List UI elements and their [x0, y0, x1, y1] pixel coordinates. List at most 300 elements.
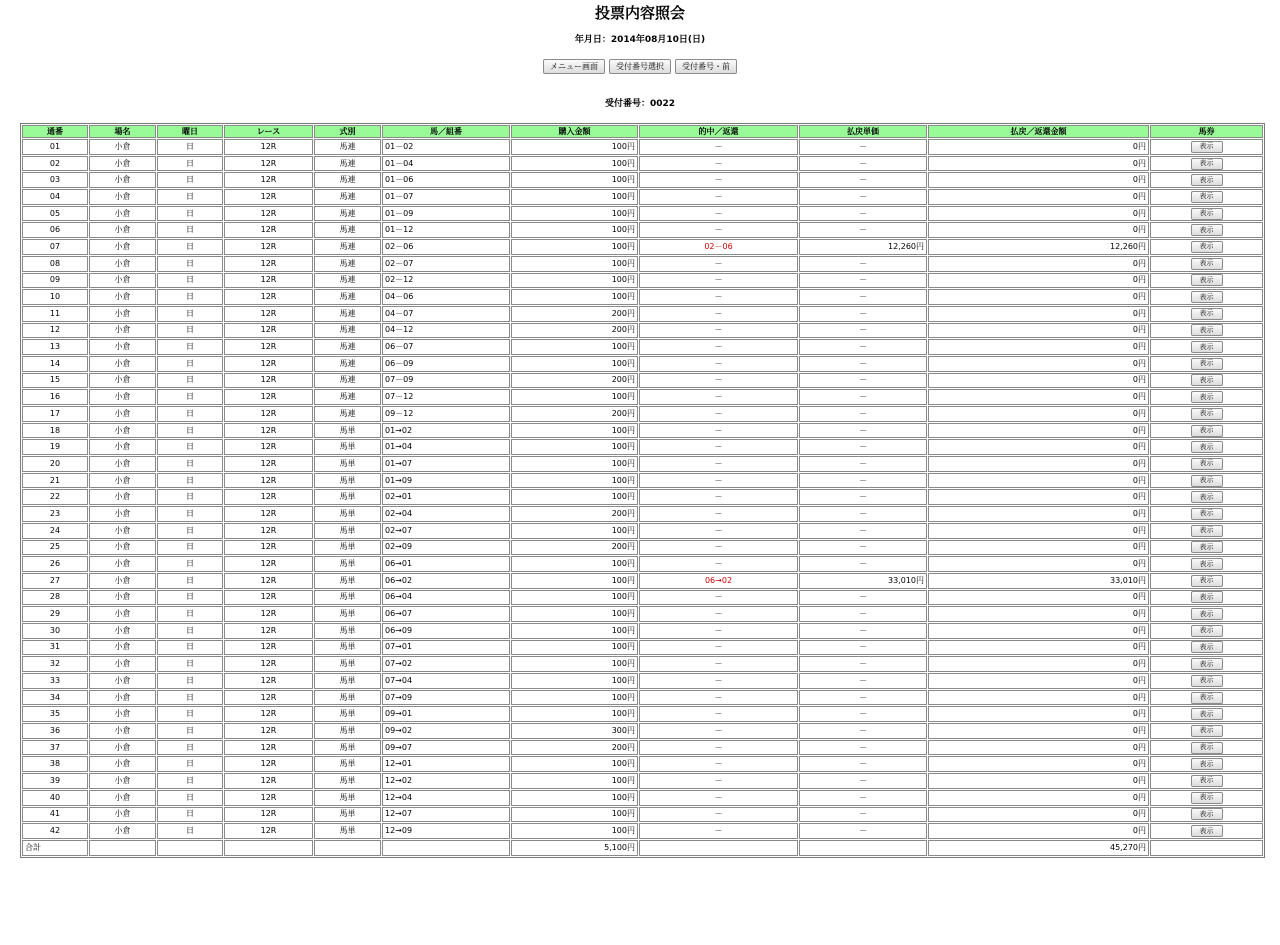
race-cell: 12R — [224, 523, 313, 539]
venue-cell: 小倉 — [89, 790, 156, 806]
venue-cell: 小倉 — [89, 139, 156, 155]
empty-cell — [89, 840, 156, 856]
bet-type-cell: 馬連 — [314, 273, 381, 289]
hit-refund-cell: － — [639, 706, 798, 722]
show-ticket-button[interactable]: 表示 — [1191, 608, 1223, 620]
table-row — [22, 306, 1263, 322]
combination-cell: 02→04 — [382, 506, 510, 522]
combination-cell: 09－12 — [382, 406, 510, 422]
combination-cell: 06→07 — [382, 606, 510, 622]
weekday-cell: 日 — [157, 389, 223, 405]
purchase-amount-cell: 100円 — [511, 156, 638, 172]
venue-cell: 小倉 — [89, 156, 156, 172]
ticket-cell — [1150, 623, 1263, 639]
weekday-cell: 日 — [157, 172, 223, 188]
venue-cell: 小倉 — [89, 189, 156, 205]
purchase-amount-cell: 100円 — [511, 339, 638, 355]
unit-payout-cell: － — [799, 289, 927, 305]
hit-refund-cell: － — [639, 790, 798, 806]
bet-type-cell: 馬単 — [314, 456, 381, 472]
empty-cell — [639, 840, 798, 856]
show-ticket-button[interactable]: 表示 — [1191, 742, 1223, 754]
purchase-amount-cell: 100円 — [511, 139, 638, 155]
combination-cell: 04－12 — [382, 323, 510, 339]
unit-payout-cell: － — [799, 222, 927, 238]
payout-amount-cell: 0円 — [928, 373, 1149, 389]
purchase-amount-cell: 100円 — [511, 356, 638, 372]
combination-cell: 01－12 — [382, 222, 510, 238]
show-ticket-button[interactable]: 表示 — [1191, 258, 1223, 270]
combination-cell: 06→09 — [382, 623, 510, 639]
show-ticket-button[interactable]: 表示 — [1191, 308, 1223, 320]
ticket-cell — [1150, 172, 1263, 188]
weekday-cell: 日 — [157, 356, 223, 372]
weekday-cell: 日 — [157, 706, 223, 722]
race-cell: 12R — [224, 139, 313, 155]
purchase-total: 5,100円 — [511, 840, 638, 856]
serial-cell: 38 — [22, 756, 88, 772]
race-cell: 12R — [224, 807, 313, 823]
hit-refund-cell: － — [639, 256, 798, 272]
combination-cell: 09→01 — [382, 706, 510, 722]
serial-cell: 41 — [22, 807, 88, 823]
race-cell: 12R — [224, 423, 313, 439]
race-cell: 12R — [224, 740, 313, 756]
combination-cell: 07－09 — [382, 373, 510, 389]
venue-cell: 小倉 — [89, 356, 156, 372]
payout-amount-cell: 0円 — [928, 773, 1149, 789]
bet-type-cell: 馬単 — [314, 489, 381, 505]
race-cell: 12R — [224, 323, 313, 339]
bet-type-cell: 馬単 — [314, 590, 381, 606]
purchase-amount-cell: 200円 — [511, 406, 638, 422]
ticket-cell — [1150, 506, 1263, 522]
empty-cell — [157, 840, 223, 856]
combination-cell: 12→02 — [382, 773, 510, 789]
unit-payout-cell: － — [799, 423, 927, 439]
race-cell: 12R — [224, 189, 313, 205]
purchase-amount-cell: 100円 — [511, 706, 638, 722]
unit-payout-cell: － — [799, 156, 927, 172]
unit-payout-cell: － — [799, 139, 927, 155]
ticket-cell — [1150, 222, 1263, 238]
show-ticket-button[interactable]: 表示 — [1191, 274, 1223, 286]
payout-amount-cell: 0円 — [928, 139, 1149, 155]
combination-cell: 04－07 — [382, 306, 510, 322]
combination-cell: 01→07 — [382, 456, 510, 472]
empty-cell — [799, 840, 927, 856]
col-combination-header: 馬／組番 — [382, 125, 510, 138]
bet-type-cell: 馬連 — [314, 222, 381, 238]
payout-amount-cell: 0円 — [928, 590, 1149, 606]
purchase-amount-cell: 300円 — [511, 723, 638, 739]
payout-amount-cell: 0円 — [928, 439, 1149, 455]
venue-cell: 小倉 — [89, 756, 156, 772]
table-row — [22, 323, 1263, 339]
show-ticket-button[interactable]: 表示 — [1191, 241, 1223, 253]
col-serial-header: 通番 — [22, 125, 88, 138]
unit-payout-cell: － — [799, 740, 927, 756]
bet-type-cell: 馬単 — [314, 573, 381, 589]
bet-type-cell: 馬単 — [314, 473, 381, 489]
payout-amount-cell: 33,010円 — [928, 573, 1149, 589]
ticket-cell — [1150, 523, 1263, 539]
serial-cell: 09 — [22, 273, 88, 289]
bet-type-cell: 馬単 — [314, 423, 381, 439]
hit-refund-cell: － — [639, 489, 798, 505]
show-ticket-button[interactable]: 表示 — [1191, 324, 1223, 336]
show-ticket-button[interactable]: 表示 — [1191, 441, 1223, 453]
show-ticket-button[interactable]: 表示 — [1191, 775, 1223, 787]
unit-payout-cell: － — [799, 807, 927, 823]
show-ticket-button[interactable]: 表示 — [1191, 475, 1223, 487]
unit-payout-cell: － — [799, 373, 927, 389]
unit-payout-cell: － — [799, 306, 927, 322]
weekday-cell: 日 — [157, 723, 223, 739]
table-row — [22, 423, 1263, 439]
payout-amount-cell: 0円 — [928, 540, 1149, 556]
purchase-amount-cell: 100円 — [511, 756, 638, 772]
show-ticket-button[interactable]: 表示 — [1191, 508, 1223, 520]
hit-refund-cell: － — [639, 807, 798, 823]
venue-cell: 小倉 — [89, 740, 156, 756]
venue-cell: 小倉 — [89, 807, 156, 823]
unit-payout-cell: － — [799, 623, 927, 639]
serial-cell: 15 — [22, 373, 88, 389]
weekday-cell: 日 — [157, 289, 223, 305]
table-row — [22, 590, 1263, 606]
ticket-cell — [1150, 807, 1263, 823]
unit-payout-cell: － — [799, 706, 927, 722]
venue-cell: 小倉 — [89, 706, 156, 722]
purchase-amount-cell: 100円 — [511, 556, 638, 572]
race-cell: 12R — [224, 690, 313, 706]
table-row — [22, 473, 1263, 489]
table-row — [22, 139, 1263, 155]
show-ticket-button[interactable]: 表示 — [1191, 591, 1223, 603]
show-ticket-button[interactable]: 表示 — [1191, 208, 1223, 220]
ticket-cell — [1150, 389, 1263, 405]
payout-total: 45,270円 — [928, 840, 1149, 856]
unit-payout-cell: － — [799, 690, 927, 706]
ticket-cell — [1150, 273, 1263, 289]
venue-cell: 小倉 — [89, 723, 156, 739]
hit-refund-cell: － — [639, 323, 798, 339]
serial-cell: 42 — [22, 823, 88, 839]
combination-cell: 09→07 — [382, 740, 510, 756]
show-ticket-button[interactable]: 表示 — [1191, 224, 1223, 236]
weekday-cell: 日 — [157, 673, 223, 689]
table-row — [22, 172, 1263, 188]
purchase-amount-cell: 100円 — [511, 423, 638, 439]
purchase-amount-cell: 100円 — [511, 523, 638, 539]
venue-cell: 小倉 — [89, 206, 156, 222]
bet-type-cell: 馬連 — [314, 389, 381, 405]
unit-payout-cell: － — [799, 339, 927, 355]
venue-cell: 小倉 — [89, 473, 156, 489]
payout-amount-cell: 0円 — [928, 506, 1149, 522]
bet-type-cell: 馬単 — [314, 506, 381, 522]
payout-amount-cell: 0円 — [928, 723, 1149, 739]
race-cell: 12R — [224, 222, 313, 238]
race-cell: 12R — [224, 606, 313, 622]
show-ticket-button[interactable]: 表示 — [1191, 425, 1223, 437]
show-ticket-button[interactable]: 表示 — [1191, 458, 1223, 470]
totals-label: 合計 — [22, 840, 88, 856]
venue-cell: 小倉 — [89, 406, 156, 422]
race-cell: 12R — [224, 389, 313, 405]
ticket-cell — [1150, 373, 1263, 389]
weekday-cell: 日 — [157, 506, 223, 522]
purchase-amount-cell: 100円 — [511, 256, 638, 272]
combination-cell: 09→02 — [382, 723, 510, 739]
venue-cell: 小倉 — [89, 289, 156, 305]
purchase-amount-cell: 100円 — [511, 623, 638, 639]
weekday-cell: 日 — [157, 189, 223, 205]
serial-cell: 28 — [22, 590, 88, 606]
purchase-amount-cell: 200円 — [511, 373, 638, 389]
serial-cell: 39 — [22, 773, 88, 789]
weekday-cell: 日 — [157, 206, 223, 222]
combination-cell: 06→01 — [382, 556, 510, 572]
unit-payout-cell: － — [799, 640, 927, 656]
unit-payout-cell: － — [799, 756, 927, 772]
hit-refund-cell: － — [639, 339, 798, 355]
table-row — [22, 273, 1263, 289]
venue-cell: 小倉 — [89, 540, 156, 556]
venue-cell: 小倉 — [89, 489, 156, 505]
hit-refund-cell: － — [639, 773, 798, 789]
hit-refund-cell: － — [639, 172, 798, 188]
payout-amount-cell: 0円 — [928, 823, 1149, 839]
payout-amount-cell: 0円 — [928, 389, 1149, 405]
bet-type-cell: 馬単 — [314, 706, 381, 722]
combination-cell: 01－09 — [382, 206, 510, 222]
bet-type-cell: 馬連 — [314, 289, 381, 305]
race-cell: 12R — [224, 556, 313, 572]
serial-cell: 20 — [22, 456, 88, 472]
unit-payout-cell: － — [799, 823, 927, 839]
receipt-number-select-button[interactable]: 受付番号選択 — [609, 59, 671, 74]
bet-type-cell: 馬単 — [314, 823, 381, 839]
table-row — [22, 790, 1263, 806]
bet-type-cell: 馬連 — [314, 239, 381, 255]
ticket-cell — [1150, 723, 1263, 739]
race-cell: 12R — [224, 573, 313, 589]
weekday-cell: 日 — [157, 823, 223, 839]
race-cell: 12R — [224, 656, 313, 672]
show-ticket-button[interactable]: 表示 — [1191, 641, 1223, 653]
payout-amount-cell: 0円 — [928, 356, 1149, 372]
weekday-cell: 日 — [157, 523, 223, 539]
purchase-amount-cell: 100円 — [511, 172, 638, 188]
col-weekday-header: 曜日 — [157, 125, 223, 138]
venue-cell: 小倉 — [89, 690, 156, 706]
show-ticket-button[interactable]: 表示 — [1191, 291, 1223, 303]
ticket-cell — [1150, 306, 1263, 322]
serial-cell: 11 — [22, 306, 88, 322]
bet-type-cell: 馬連 — [314, 256, 381, 272]
weekday-cell: 日 — [157, 556, 223, 572]
table-row — [22, 756, 1263, 772]
show-ticket-button[interactable]: 表示 — [1191, 575, 1223, 587]
table-row — [22, 690, 1263, 706]
show-ticket-button[interactable]: 表示 — [1191, 391, 1223, 403]
venue-cell: 小倉 — [89, 256, 156, 272]
combination-cell: 07→01 — [382, 640, 510, 656]
ticket-cell — [1150, 139, 1263, 155]
bet-type-cell: 馬単 — [314, 807, 381, 823]
race-cell: 12R — [224, 489, 313, 505]
show-ticket-button[interactable]: 表示 — [1191, 725, 1223, 737]
ticket-cell — [1150, 773, 1263, 789]
bet-type-cell: 馬単 — [314, 790, 381, 806]
show-ticket-button[interactable]: 表示 — [1191, 808, 1223, 820]
show-ticket-button[interactable]: 表示 — [1191, 675, 1223, 687]
combination-cell: 02－06 — [382, 239, 510, 255]
unit-payout-cell: － — [799, 773, 927, 789]
ticket-cell — [1150, 823, 1263, 839]
unit-payout-cell: － — [799, 673, 927, 689]
table-row — [22, 389, 1263, 405]
show-ticket-button[interactable]: 表示 — [1191, 708, 1223, 720]
show-ticket-button[interactable]: 表示 — [1191, 141, 1223, 153]
ticket-cell — [1150, 156, 1263, 172]
ticket-cell — [1150, 456, 1263, 472]
race-cell: 12R — [224, 506, 313, 522]
ticket-cell — [1150, 740, 1263, 756]
bet-type-cell: 馬連 — [314, 323, 381, 339]
ticket-cell — [1150, 339, 1263, 355]
bet-type-cell: 馬連 — [314, 406, 381, 422]
table-row — [22, 189, 1263, 205]
bet-type-cell: 馬単 — [314, 690, 381, 706]
table-row — [22, 656, 1263, 672]
ticket-cell — [1150, 706, 1263, 722]
show-ticket-button[interactable]: 表示 — [1191, 625, 1223, 637]
payout-amount-cell: 0円 — [928, 556, 1149, 572]
unit-payout-cell: － — [799, 172, 927, 188]
ticket-cell — [1150, 206, 1263, 222]
show-ticket-button[interactable]: 表示 — [1191, 525, 1223, 537]
race-cell: 12R — [224, 289, 313, 305]
payout-amount-cell: 0円 — [928, 807, 1149, 823]
show-ticket-button[interactable]: 表示 — [1191, 758, 1223, 770]
serial-cell: 25 — [22, 540, 88, 556]
table-row — [22, 556, 1263, 572]
show-ticket-button[interactable]: 表示 — [1191, 692, 1223, 704]
show-ticket-button[interactable]: 表示 — [1191, 658, 1223, 670]
venue-cell: 小倉 — [89, 373, 156, 389]
table-row — [22, 606, 1263, 622]
menu-screen-button[interactable]: メニュー画面 — [543, 59, 605, 74]
show-ticket-button[interactable]: 表示 — [1191, 825, 1223, 837]
show-ticket-button[interactable]: 表示 — [1191, 158, 1223, 170]
purchase-amount-cell: 200円 — [511, 306, 638, 322]
unit-payout-cell: － — [799, 506, 927, 522]
col-hit-refund-header: 的中／返還 — [639, 125, 798, 138]
race-cell: 12R — [224, 640, 313, 656]
unit-payout-cell: － — [799, 389, 927, 405]
serial-cell: 12 — [22, 323, 88, 339]
show-ticket-button[interactable]: 表示 — [1191, 191, 1223, 203]
ticket-cell — [1150, 423, 1263, 439]
hit-refund-cell: － — [639, 656, 798, 672]
race-cell: 12R — [224, 773, 313, 789]
purchase-amount-cell: 100円 — [511, 673, 638, 689]
purchase-amount-cell: 100円 — [511, 206, 638, 222]
bet-type-cell: 馬連 — [314, 156, 381, 172]
show-ticket-button[interactable]: 表示 — [1191, 408, 1223, 420]
unit-payout-cell: － — [799, 256, 927, 272]
show-ticket-button[interactable]: 表示 — [1191, 341, 1223, 353]
serial-cell: 16 — [22, 389, 88, 405]
col-purchase-amount-header: 購入金額 — [511, 125, 638, 138]
unit-payout-cell: 12,260円 — [799, 239, 927, 255]
hit-refund-cell: － — [639, 306, 798, 322]
hit-refund-cell: － — [639, 823, 798, 839]
payout-amount-cell: 0円 — [928, 690, 1149, 706]
combination-cell: 01－04 — [382, 156, 510, 172]
combination-cell: 07→04 — [382, 673, 510, 689]
ticket-cell — [1150, 239, 1263, 255]
weekday-cell: 日 — [157, 239, 223, 255]
hit-refund-cell: － — [639, 189, 798, 205]
bet-type-cell: 馬単 — [314, 606, 381, 622]
hit-refund-cell: － — [639, 156, 798, 172]
weekday-cell: 日 — [157, 139, 223, 155]
unit-payout-cell: － — [799, 406, 927, 422]
show-ticket-button[interactable]: 表示 — [1191, 174, 1223, 186]
purchase-amount-cell: 100円 — [511, 473, 638, 489]
table-row — [22, 740, 1263, 756]
payout-amount-cell: 0円 — [928, 740, 1149, 756]
table-row — [22, 156, 1263, 172]
combination-cell: 01→09 — [382, 473, 510, 489]
serial-cell: 23 — [22, 506, 88, 522]
bet-type-cell: 馬連 — [314, 139, 381, 155]
payout-amount-cell: 0円 — [928, 673, 1149, 689]
payout-amount-cell: 0円 — [928, 456, 1149, 472]
payout-amount-cell: 0円 — [928, 623, 1149, 639]
hit-refund-cell: － — [639, 373, 798, 389]
table-row — [22, 289, 1263, 305]
nav-buttons — [0, 59, 1280, 74]
unit-payout-cell: － — [799, 656, 927, 672]
show-ticket-button[interactable]: 表示 — [1191, 358, 1223, 370]
bet-type-cell: 馬連 — [314, 373, 381, 389]
table-row — [22, 706, 1263, 722]
show-ticket-button[interactable]: 表示 — [1191, 541, 1223, 553]
receipt-number-prev-button[interactable]: 受付番号・前 — [675, 59, 737, 74]
race-cell: 12R — [224, 706, 313, 722]
show-ticket-button[interactable]: 表示 — [1191, 491, 1223, 503]
ticket-cell — [1150, 606, 1263, 622]
purchase-amount-cell: 200円 — [511, 740, 638, 756]
weekday-cell: 日 — [157, 256, 223, 272]
race-cell: 12R — [224, 473, 313, 489]
show-ticket-button[interactable]: 表示 — [1191, 374, 1223, 386]
race-cell: 12R — [224, 623, 313, 639]
show-ticket-button[interactable]: 表示 — [1191, 792, 1223, 804]
weekday-cell: 日 — [157, 339, 223, 355]
bet-type-cell: 馬連 — [314, 356, 381, 372]
payout-amount-cell: 0円 — [928, 473, 1149, 489]
ticket-cell — [1150, 540, 1263, 556]
combination-cell: 12→09 — [382, 823, 510, 839]
show-ticket-button[interactable]: 表示 — [1191, 558, 1223, 570]
venue-cell: 小倉 — [89, 339, 156, 355]
